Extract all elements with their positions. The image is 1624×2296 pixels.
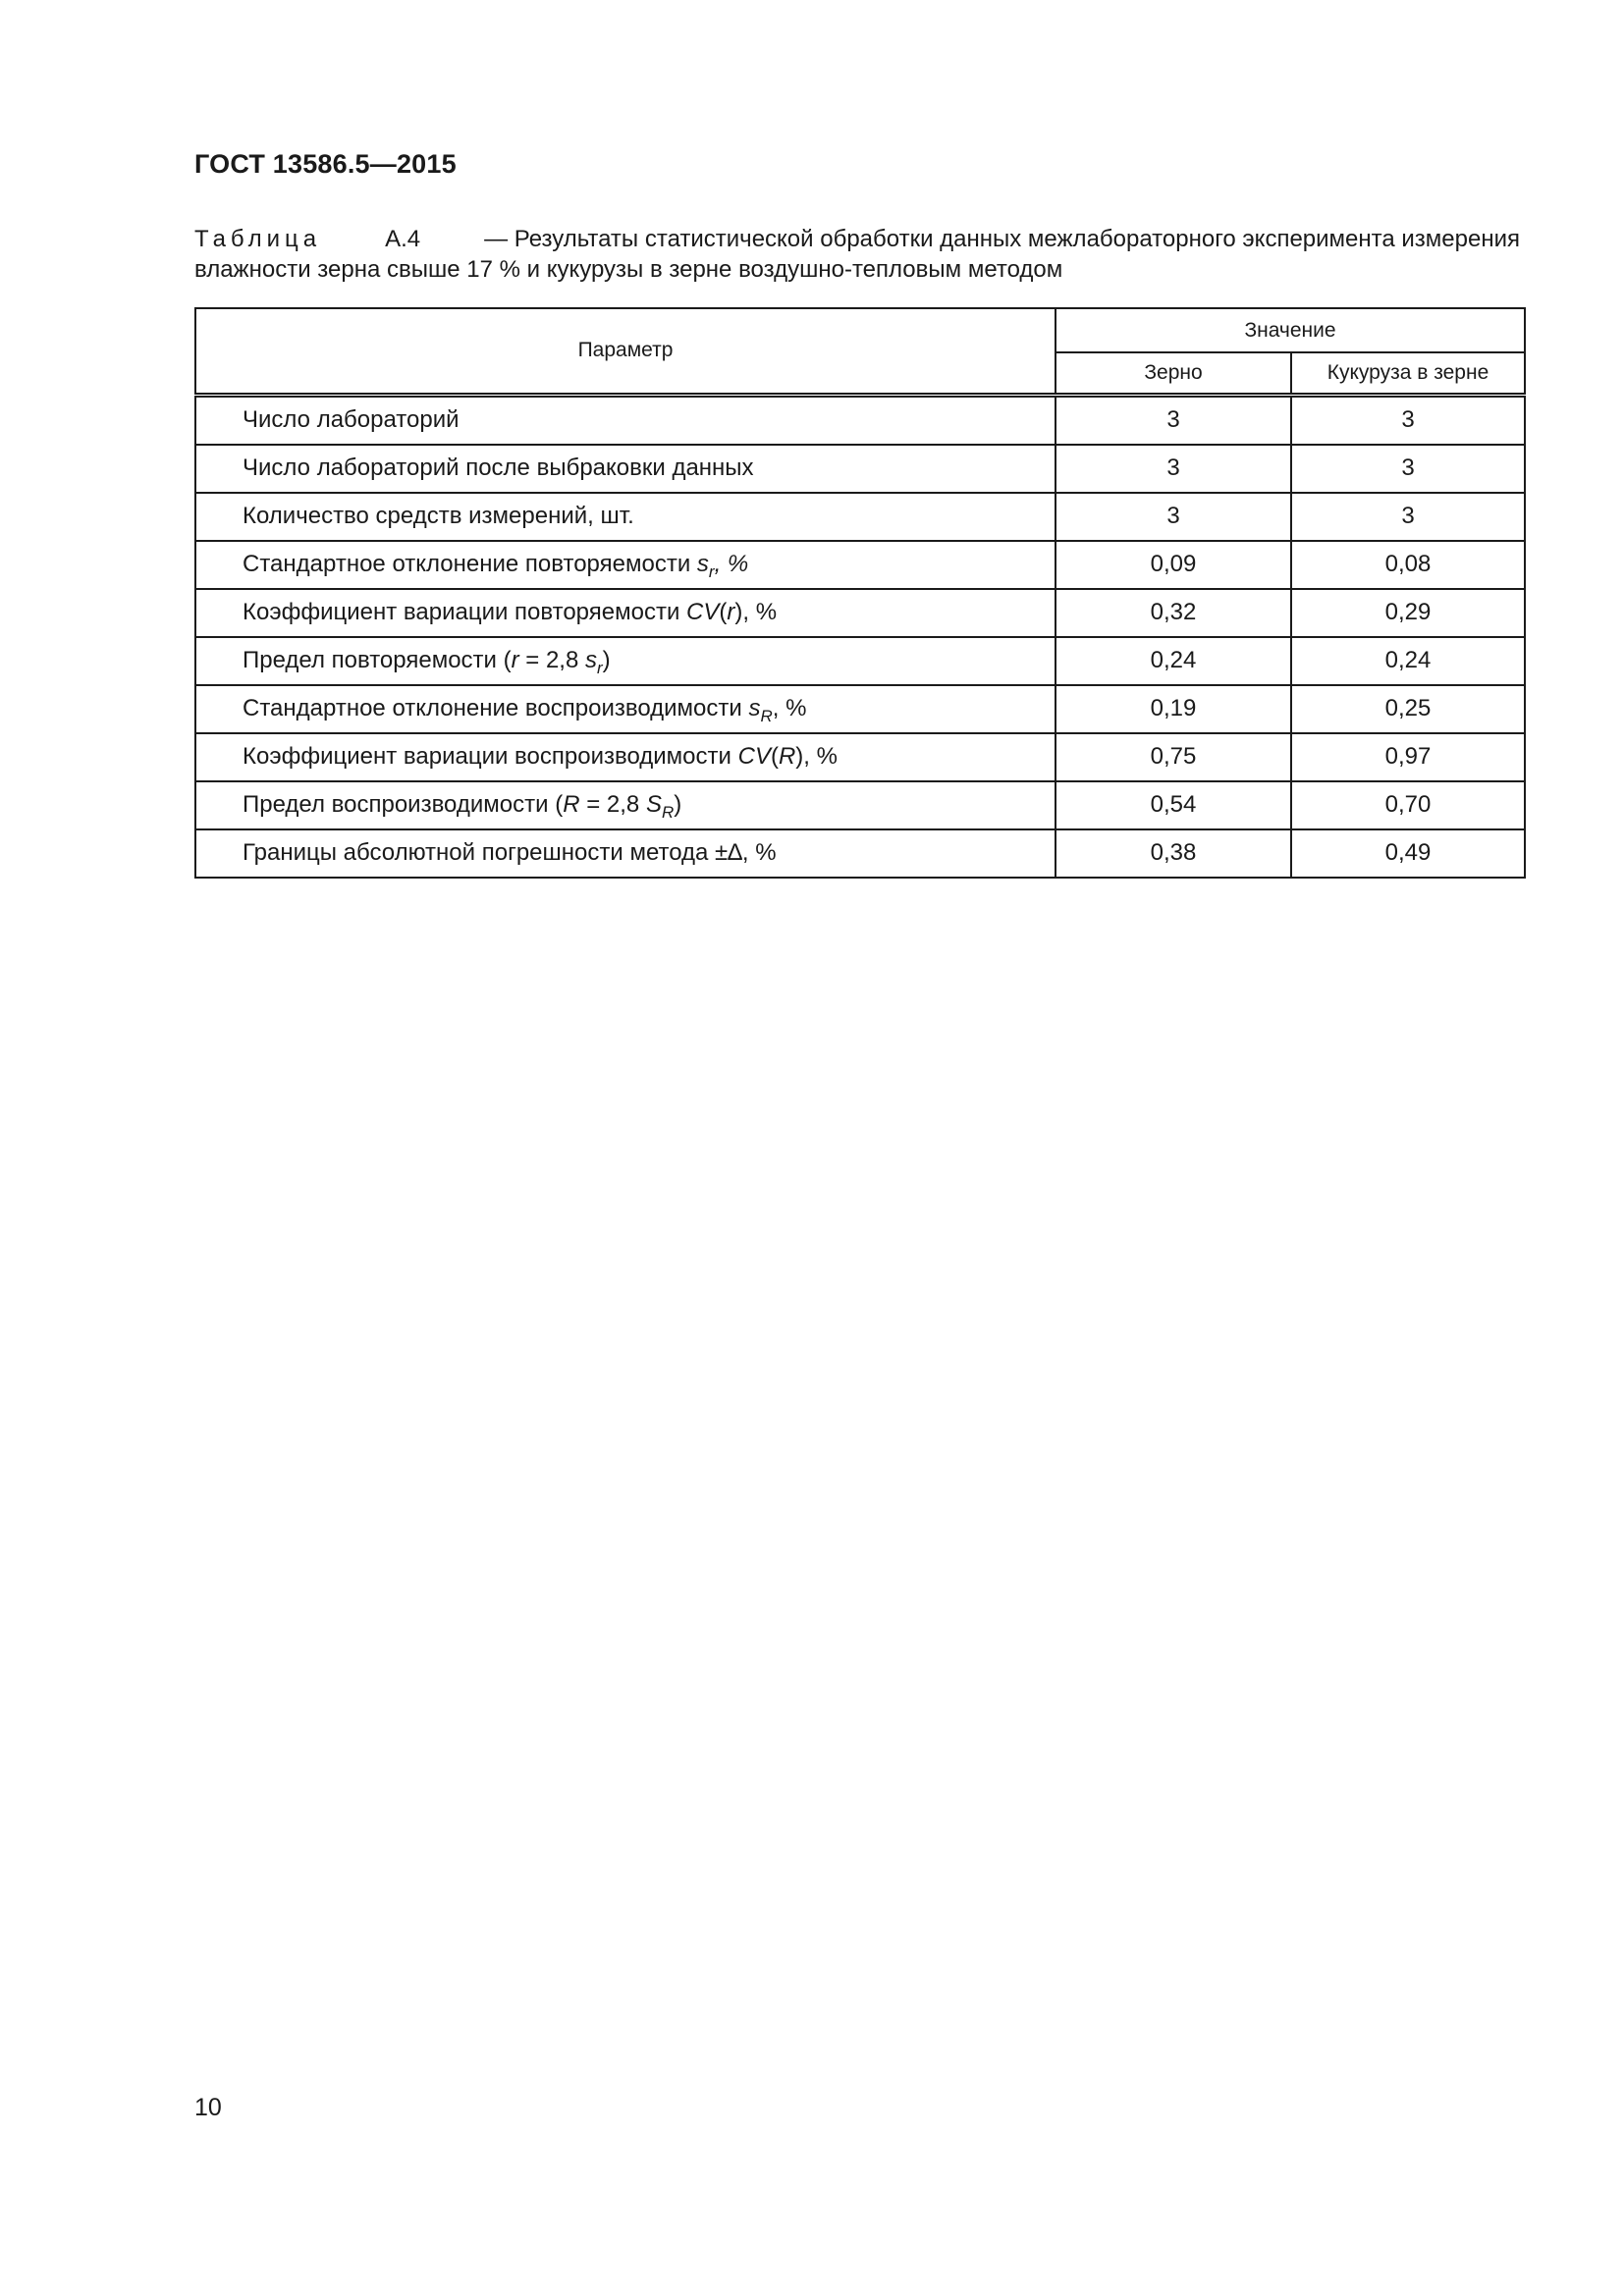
row-corn-value: 0,08 <box>1291 541 1525 589</box>
caption-label: Таблица <box>194 226 322 252</box>
row-corn-value: 3 <box>1291 493 1525 541</box>
row-parameter: Коэффициент вариации воспроизводимости CV(R), % <box>195 733 1056 781</box>
row-grain-value: 0,24 <box>1056 637 1291 685</box>
table-row <box>195 781 1525 829</box>
table-row <box>195 829 1525 878</box>
document-header: ГОСТ 13586.5—2015 <box>194 149 457 179</box>
row-grain-value: 3 <box>1056 493 1291 541</box>
caption-text-1: — Результаты статистической обработки данных межлабораторного эксперимента измерения <box>484 226 1520 252</box>
row-grain-value: 0,38 <box>1056 829 1291 878</box>
row-corn-value: 0,24 <box>1291 637 1525 685</box>
row-grain-value: 0,75 <box>1056 733 1291 781</box>
caption-number: А.4 <box>385 226 421 252</box>
row-parameter: Стандартное отклонение повторяемости $s_r$, % <box>195 541 1056 589</box>
table-row <box>195 445 1525 493</box>
row-grain-value: 0,54 <box>1056 781 1291 829</box>
row-grain-value: 0,19 <box>1056 685 1291 733</box>
row-parameter: Границы абсолютной погрешности метода ±∆, % <box>195 829 1056 878</box>
row-corn-value: 0,29 <box>1291 589 1525 637</box>
table-row <box>195 637 1525 685</box>
row-corn-value: 0,70 <box>1291 781 1525 829</box>
row-parameter: Предел повторяемости (r = 2,8 $s_r$) <box>195 637 1056 685</box>
table-row <box>195 685 1525 733</box>
row-parameter: Количество средств измерений, шт. <box>195 493 1056 541</box>
header-parameter: Параметр <box>195 308 1056 395</box>
results-table <box>194 307 1526 879</box>
row-corn-value: 0,25 <box>1291 685 1525 733</box>
header-grain: Зерно <box>1056 352 1291 395</box>
table-row <box>195 395 1525 445</box>
header-value-group: Значение <box>1056 308 1525 352</box>
row-corn-value: 0,49 <box>1291 829 1525 878</box>
row-corn-value: 3 <box>1291 445 1525 493</box>
table-row <box>195 541 1525 589</box>
row-grain-value: 3 <box>1056 395 1291 445</box>
row-grain-value: 3 <box>1056 445 1291 493</box>
page-number: 10 <box>194 2094 222 2121</box>
row-corn-value: 0,97 <box>1291 733 1525 781</box>
header-corn: Кукуруза в зерне <box>1291 352 1525 395</box>
row-parameter: Стандартное отклонение воспроизводимости $s_R$, % <box>195 685 1056 733</box>
row-parameter: Число лабораторий после выбраковки данных <box>195 445 1056 493</box>
table-row <box>195 493 1525 541</box>
table-row <box>195 589 1525 637</box>
row-grain-value: 0,32 <box>1056 589 1291 637</box>
row-parameter: Предел воспроизводимости (R = 2,8 $S_R$) <box>195 781 1056 829</box>
caption-line-1 <box>194 224 1520 254</box>
table-caption <box>194 224 1520 285</box>
row-parameter: Коэффициент вариации повторяемости CV(r), % <box>195 589 1056 637</box>
caption-line-2: влажности зерна свыше 17 % и кукурузы в зерне воздушно-тепловым методом <box>194 256 1063 283</box>
row-corn-value: 3 <box>1291 395 1525 445</box>
row-grain-value: 0,09 <box>1056 541 1291 589</box>
row-parameter: Число лабораторий <box>195 395 1056 445</box>
table-row <box>195 733 1525 781</box>
